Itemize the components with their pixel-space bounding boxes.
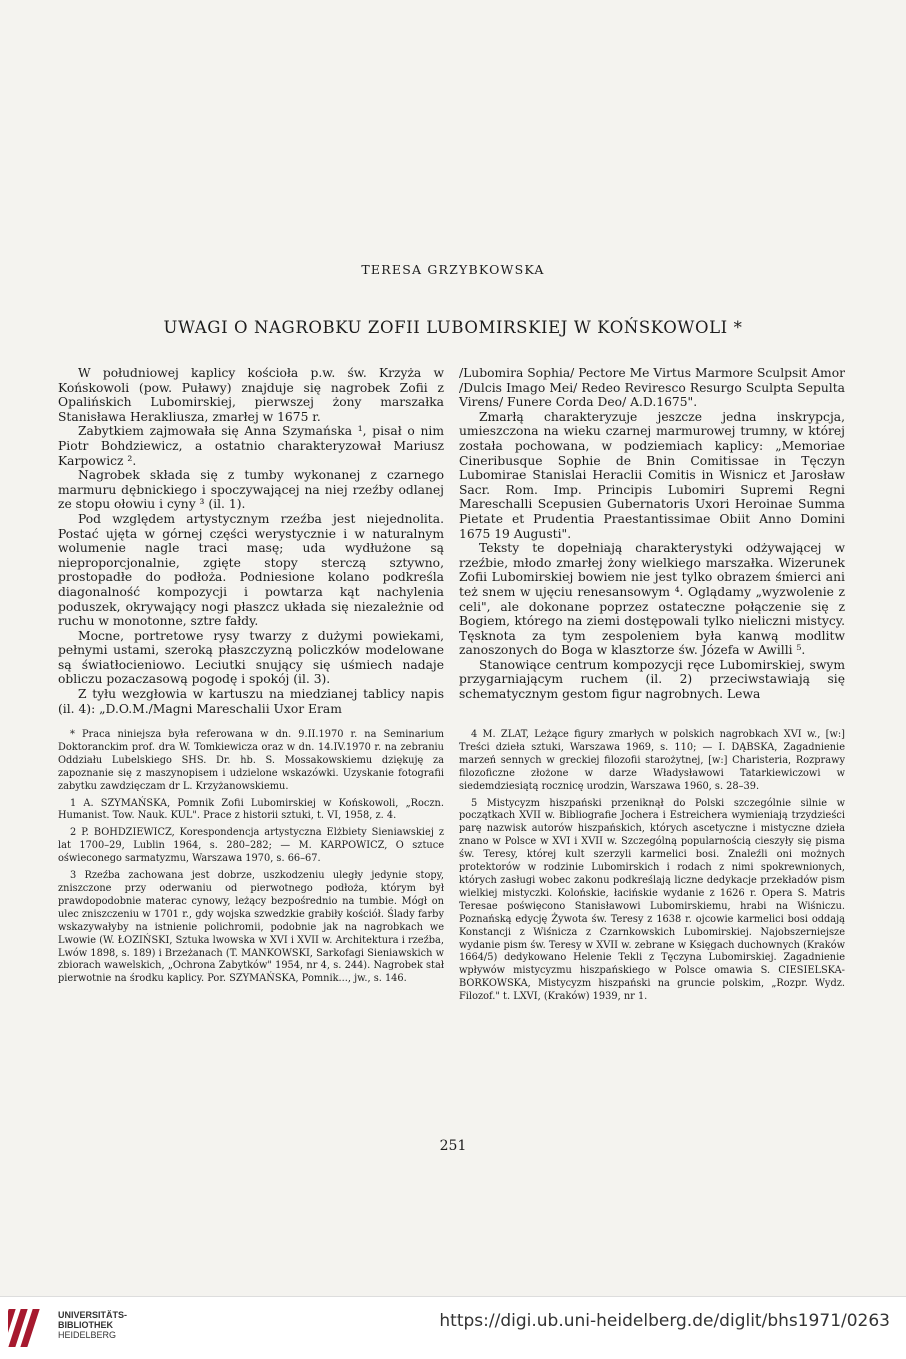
body-column-right (459, 366, 845, 702)
paragraph: Mocne, portretowe rysy twarzy z dużymi powiekami, pełnymi ustami, szeroką płaszczyzną policzków modelowane są światłocieniowo. Leciutki snujący się uśmiech nadaje obliczu pozaczasową pogodę i spokój (il. 3). (58, 628, 444, 687)
page-number: 251 (439, 1138, 467, 1154)
body-column-left (58, 366, 444, 716)
footnote: 5 Mistycyzm hiszpański przeniknął do Polski szczególnie silnie w początkach XVII w. Bibliografie Jochera i Estreichera wymieniają trzydzieści parę nazwisk autorów hiszpańskich, których ascetyczne i mistyczne dzieła znano w Polsce w XVI i XVII w. Szczególną popularnością cieszyły się pisma św. Teresy, której kult szerzyli karmelici bosi. Znaleźli oni możnych protektorów w rodzinie Lubomirskich i rodach z nimi spokrewnionych, których zasługi wobec zakonu podkreślają liczne dedykacje przekładów pism wielkiej mistyczki. Kolońskie, łacińskie wydanie z 1626 r. Opera S. Matris Teresae poświęcono Stanisławowi Lubomirskiemu, hrabi na Wiśniczu. Poznańską edycję Żywota św. Teresy z 1638 r. ojcowie karmelici bosi oddają Konstancji z Wiśnicza z Czarnkowskich Lubomirskiej. Najobszerniejsze wydanie pism św. Teresy w XVII w. zebrane w Księgach duchownych (Kraków 1664/5) dedykowano Helenie Tekli z Tęczyna Lubomirskiej. Zagadnienie wpływów mistycyzmu hiszpańskiego w Polsce omawia S. CIESIELSKA-BORKOWSKA, Mistycyzm hiszpański na gruncie polskim, „Rozpr. Wydz. Filozof." t. LXVI, (Kraków) 1939, nr 1. (459, 797, 845, 1003)
paragraph: Stanowiące centrum kompozycji ręce Lubomirskiej, swym przygarniającym ruchem (il. 2) przeciwstawiają się schematycznym gestom figur nagrobnych. Lewa (459, 657, 845, 702)
paragraph: Teksty te dopełniają charakterystyki odżywającej w rzeźbie, młodo zmarłej żony wielkiego marszałka. Wizerunek Zofii Lubomirskiej bowiem nie jest tylko obrazem śmierci ani też snem w ujęciu renesansowym ⁴. Oglądamy „wyzwolenie z celi", ale dokonane poprzez ostateczne połączenie się z Bogiem, którego na ziemi dostępowali tylko nieliczni mistycy. Tęsknota za tym zespoleniem była kanwą modlitw zanoszonych do Boga w klasztorze św. Józefa w Awilli ⁵. (459, 541, 845, 658)
footnote: 2 P. BOHDZIEWICZ, Korespondencja artystyczna Elżbiety Sieniawskiej z lat 1700–29, Lublin 1964, s. 280–282; — M. KARPOWICZ, O sztuce oświeconego sarmatyzmu, Warszawa 1970, s. 66–67. (58, 827, 444, 865)
paragraph: /Lubomira Sophia/ Pectore Me Virtus Marmore Sculpsit Amor /Dulcis Imago Mei/ Redeo Reviresco Resurgo Sculpta Sepulta Virens/ Funere Corda Deo/ A.D.1675". (459, 366, 845, 410)
footnotes-right (459, 729, 845, 1008)
library-footer (0, 1296, 906, 1359)
paragraph: Nagrobek składa się z tumby wykonanej z czarnego marmuru dębnickiego i spoczywającej na niej rzeźby odlanej ze stopu ołowiu i cyny ³ (il. 1). (58, 468, 444, 512)
ub-heidelberg-logo-icon[interactable] (8, 1305, 52, 1351)
footnote: 4 M. ZLAT, Leżące figury zmarłych w polskich nagrobkach XVI w., [w:] Treści dzieła sztuki, Warszawa 1969, s. 110; — I. DĄBSKA, Zagadnienie marzeń sennych w greckiej filozofii starożytnej, [w:] Charisteria, Rozprawy filozoficzne złożone w darze Władysławowi Tatarkiewiczowi w siedemdziesiątą rocznicę urodzin, Warszawa 1960, s. 28–39. (459, 729, 845, 792)
paragraph: Z tyłu wezgłowia w kartuszu na miedzianej tablicy napis (il. 4): „D.O.M./Magni Mareschalii Uxor Eram (58, 687, 444, 716)
footnote: 3 Rzeźba zachowana jest dobrze, uszkodzeniu uległy jedynie stopy, zniszczone przy oderwaniu od pierwotnego podłoża, którym był prawdopodobnie materac cynowy, leżący bezpośrednio na tumbie. Mógł on ulec zniszczeniu w 1701 r., gdy wojska szwedzkie grabiły kościół. Ślady farby wskazywałyby na istnienie polichromii, podobnie jak na nagrobkach we Lwowie (W. ŁOZIŃSKI, Sztuka lwowska w XVI i XVII w. Architektura i rzeźba, Lwów 1898, s. 189) i Brzeżanach (T. MANKOWSKI, Sarkofagi Sieniawskich w zbiorach wawelskich, „Ochrona Zabytków" 1954, nr 4, s. 244). Nagrobek stał pierwotnie na środku kaplicy. Por. SZYMAŃSKA, Pomnik..., jw., s. 146. (58, 870, 444, 985)
article-author: TERESA GRZYBKOWSKA (361, 262, 545, 277)
footnote: * Praca niniejsza była referowana w dn. 9.II.1970 r. na Seminarium Doktoranckim prof. dra W. Tomkiewicza oraz w dn. 14.IV.1970 r. na zebraniu Oddziału Lubelskiego SHS. Dr. hb. S. Mossakowskiemu dziękuję za zapoznanie się z maszynopisem i udzielone wskazówki. Uzyskanie fotografii zabytku zawdzięczam dr L. Krzyżanowskiemu. (58, 729, 444, 792)
paragraph: Zmarłą charakteryzuje jeszcze jedna inskrypcja, umieszczona na wieku czarnej marmurowej trumny, w której została pochowana, w podziemiach kaplicy: „Memoriae Cineribusque Sophie de Bnin Comitissae in Tęczyn Lubomirae Stanislai Heraclii Comitis in Wisnicz et Jarosław Sacr. Rom. Imp. Principis Lubomiri Supremi Regni Mareschalli Scepusien Gubernatoris Uxori Heroinae Summa Pietate et Prudentia Praestantissimae Obiit Anno Domini 1675 19 Augusti". (459, 409, 845, 541)
paragraph: Zabytkiem zajmowała się Anna Szymańska ¹, pisał o nim Piotr Bohdziewicz, a ostatnio charakteryzował Mariusz Karpowicz ². (58, 424, 444, 468)
paragraph: Pod względem artystycznym rzeźba jest niejednolita. Postać ujęta w górnej części werystycznie i w naturalnym wolumenie nagle traci masę; uda wydłużone są nieproporcjonalnie, zgięte stopy sterczą sztywno, prostopadłe do podłoża. Podniesione kolano podkreśla diagonalność kompozycji i powtarza kąt nachylenia poduszek, okrywający nogi płaszcz układa się niezależnie od ruchu w monotonne, sztre fałdy. (58, 511, 444, 629)
article-title: UWAGI O NAGROBKU ZOFII LUBOMIRSKIEJ W KOŃSKOWOLI * (163, 318, 743, 337)
footnotes-left (58, 729, 444, 990)
institution-name[interactable]: UNIVERSITÄTS- BIBLIOTHEK HEIDELBERG (58, 1310, 128, 1340)
permalink-url[interactable]: https://digi.ub.uni-heidelberg.de/diglit/bhs1971/0263 (439, 1311, 890, 1331)
footnote: 1 A. SZYMAŃSKA, Pomnik Zofii Lubomirskiej w Końskowoli, „Roczn. Humanist. Tow. Nauk. KUL". Prace z historii sztuki, t. VI, 1958, z. 4. (58, 797, 444, 822)
paragraph: W południowej kaplicy kościoła p.w. św. Krzyża w Końskowoli (pow. Puławy) znajduje się nagrobek Zofii z Opalińskich Lubomirskiej, pierwszej żony marszałka Stanisława Herakliusza, zmarłej w 1675 r. (58, 366, 444, 424)
